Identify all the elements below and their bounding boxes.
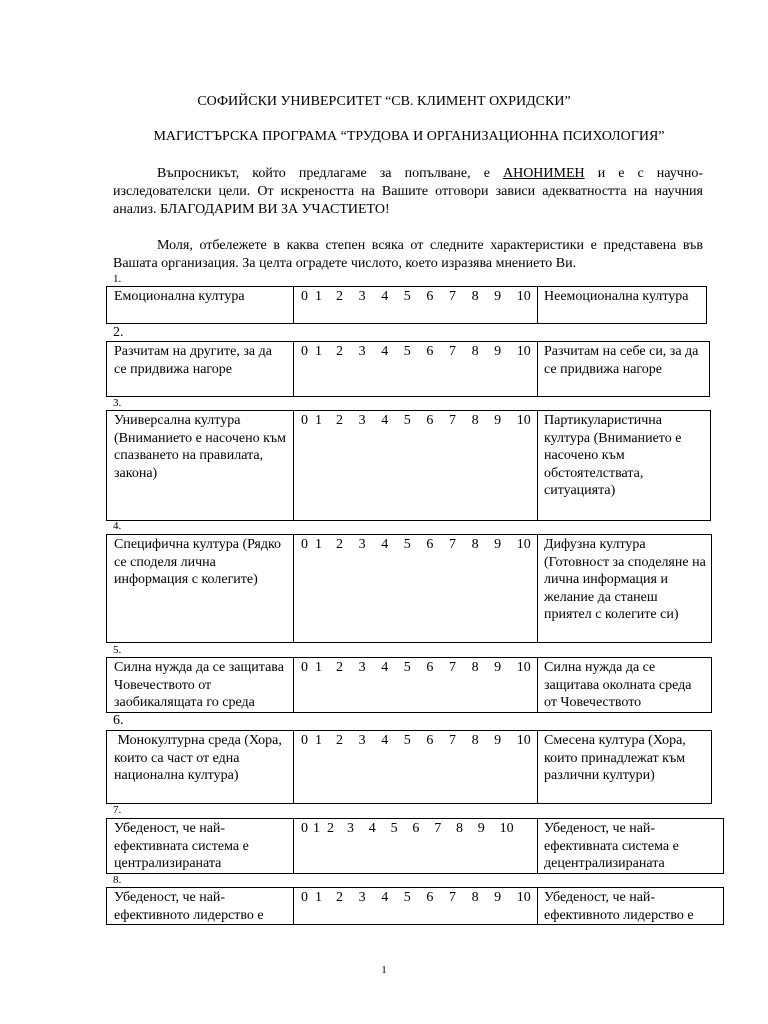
left-pole: Убеденост, че най-ефективното лидерство е [107,888,294,925]
scale-option[interactable]: 9 [477,821,485,836]
item-number: 5. [113,644,122,656]
scale-option[interactable]: 3 [358,344,366,359]
scale-option[interactable]: 2 [336,289,343,304]
scale-option[interactable]: 10 [516,413,531,428]
scale-option[interactable]: 1 [315,289,322,304]
scale-option[interactable]: 6 [426,289,434,304]
scale-option[interactable]: 8 [471,890,479,905]
scale-option[interactable]: 4 [381,733,389,748]
scale-option[interactable]: 9 [494,413,502,428]
scale-option[interactable]: 5 [403,344,411,359]
scale-option[interactable]: 4 [381,289,389,304]
page-number: 1 [381,964,387,976]
scale-option[interactable]: 1 [315,413,322,428]
scale-option[interactable]: 8 [471,733,479,748]
rating-scale[interactable] [294,535,538,643]
scale-option[interactable]: 0 [301,821,308,836]
left-pole: Специфична култура (Рядко се споделя лична информация с колегите) [107,535,294,643]
instruction-text: Моля, отбележете в каква степен всяка от следните характеристики е представена във Вашата организация. За целта оградете числото, което изразява мнението Ви. [113,238,703,271]
scale-option[interactable]: 4 [368,821,376,836]
rating-scale[interactable] [294,342,538,397]
right-pole: Убеденост, че най-ефективното лидерство е [538,888,724,925]
scale-option[interactable]: 6 [426,537,434,552]
scale-option[interactable]: 3 [358,660,366,675]
scale-option[interactable]: 1 [315,890,322,905]
scale-option[interactable]: 8 [471,289,479,304]
item-number: 3. [113,397,122,409]
intro-paragraph [113,165,703,219]
scale-option[interactable]: 10 [499,821,514,836]
scale-option[interactable]: 2 [336,890,343,905]
scale-option[interactable]: 2 [336,537,343,552]
scale-option[interactable]: 6 [426,344,434,359]
item-row-1 [106,286,707,324]
scale-option[interactable]: 9 [494,289,502,304]
item-row-2 [106,341,710,397]
program-title: МАГИСТЪРСКА ПРОГРАМА “ТРУДОВА И ОРГАНИЗАЦИОННА ПСИХОЛОГИЯ” [153,129,665,144]
scale-option[interactable]: 5 [403,289,411,304]
scale-option[interactable]: 6 [426,413,434,428]
scale-option[interactable]: 3 [358,733,366,748]
scale-option[interactable]: 8 [471,413,479,428]
scale-option[interactable]: 5 [403,537,411,552]
right-pole: Разчитам на себе си, за да се придвижа нагоре [538,342,710,397]
item-number: 8. [113,874,122,886]
scale-option[interactable]: 2 [336,413,343,428]
rating-scale[interactable] [294,287,538,324]
item-number: 4. [113,520,122,532]
scale-option[interactable]: 5 [403,890,411,905]
item-row-7 [106,818,724,874]
rating-scale[interactable] [294,819,538,874]
scale-option[interactable]: 7 [448,660,456,675]
scale-option[interactable]: 6 [412,821,420,836]
scale-option[interactable]: 4 [381,413,389,428]
scale-option[interactable]: 2 [336,660,343,675]
scale-option[interactable]: 7 [448,537,456,552]
scale-option[interactable]: 2 [336,344,343,359]
scale-option[interactable]: 7 [448,890,456,905]
scale-option[interactable]: 1 [315,733,322,748]
scale-option[interactable]: 7 [448,344,456,359]
scale-option[interactable]: 0 [301,660,308,675]
scale-option[interactable]: 5 [403,660,411,675]
scale-option[interactable]: 7 [448,733,456,748]
scale-option[interactable]: 0 [301,413,308,428]
left-pole: Силна нужда да се защитава Човечеството от заобикалящата го среда [107,658,294,713]
item-number: 7. [113,804,122,816]
scale-option[interactable]: 9 [494,890,502,905]
scale-option[interactable]: 10 [516,660,531,675]
scale-option[interactable]: 5 [403,733,411,748]
scale-option[interactable]: 10 [516,289,531,304]
scale-option[interactable]: 7 [434,821,442,836]
scale-option[interactable]: 10 [516,733,531,748]
scale-option[interactable]: 10 [516,344,531,359]
rating-scale[interactable] [294,411,538,521]
scale-option[interactable]: 1 [315,537,322,552]
scale-option[interactable]: 0 [301,537,308,552]
scale-option[interactable]: 0 [301,733,308,748]
item-number: 1. [113,273,122,285]
item-number: 2. [113,325,124,340]
item-row-3 [106,410,711,521]
rating-scale[interactable] [294,731,538,804]
rating-scale[interactable] [294,888,538,925]
left-pole: Емоционална култура [107,287,294,324]
scale-option[interactable]: 2 [336,733,343,748]
scale-option[interactable]: 10 [516,537,531,552]
item-row-4 [106,534,712,643]
scale-option[interactable]: 3 [358,890,366,905]
scale-option[interactable]: 1 [315,660,322,675]
scale-option[interactable]: 0 [301,344,308,359]
scale-option[interactable]: 4 [381,660,389,675]
left-pole: Универсална култура (Вниманието е насочено към спазването на правилата, закона) [107,411,294,521]
item-row-5 [106,657,712,713]
right-pole: Убеденост, че най-ефективната система е децентрализираната [538,819,724,874]
scale-option[interactable]: 3 [347,821,354,836]
scale-option[interactable]: 7 [448,413,456,428]
university-title: СОФИЙСКИ УНИВЕРСИТЕТ “СВ. КЛИМЕНТ ОХРИДСКИ” [197,94,571,109]
scale-option[interactable]: 5 [390,821,398,836]
item-row-6 [106,730,712,804]
item-number: 6. [113,713,124,728]
scale-option[interactable]: 9 [494,733,502,748]
scale-option[interactable]: 10 [516,890,531,905]
intro-text-end: и е с научно-изследователски цели. От искреността на Вашите отговори зависи адекватността на научния анализ. БЛАГОДАРИМ ВИ ЗА УЧАСТИЕТО! [113,166,703,217]
scale-option[interactable]: 4 [381,537,389,552]
scale-option[interactable]: 7 [448,289,456,304]
left-pole: Убеденост, че най-ефективната система е централизираната [107,819,294,874]
scale-option[interactable]: 6 [426,733,434,748]
right-pole: Дифузна култура (Готовност за споделяне на лична информация и желание да станеш приятел с колегите си) [538,535,712,643]
scale-option[interactable]: 0 [301,890,308,905]
scale-option[interactable]: 1 [313,821,320,836]
item-row-8 [106,887,724,925]
rating-scale[interactable] [294,658,538,713]
scale-option[interactable]: 3 [358,289,366,304]
right-pole: Смесена култура (Хора, които принадлежат към различни култури) [538,731,712,804]
anonymous-word: АНОНИМЕН [502,166,585,181]
scale-option[interactable]: 4 [381,890,389,905]
scale-option[interactable]: 8 [471,344,479,359]
left-pole: Разчитам на другите, за да се придвижа нагоре [107,342,294,397]
right-pole: Силна нужда да се защитава околната среда от Човечеството [538,658,712,713]
scale-option[interactable]: 1 [315,344,322,359]
scale-option[interactable]: 6 [426,890,434,905]
scale-option[interactable]: 9 [494,537,502,552]
scale-option[interactable]: 3 [358,413,366,428]
scale-option[interactable]: 6 [426,660,434,675]
intro-text-start: Въпросникът, който предлагаме за попълване, е [157,166,503,181]
scale-option[interactable]: 8 [471,660,479,675]
scale-option[interactable]: 8 [455,821,463,836]
right-pole: Неемоционална култура [538,287,707,324]
scale-option[interactable]: 0 [301,289,308,304]
scale-option[interactable]: 9 [494,660,502,675]
scale-option[interactable]: 9 [494,344,502,359]
instruction-paragraph [113,237,703,273]
scale-option[interactable]: 8 [471,537,479,552]
scale-option[interactable]: 5 [403,413,411,428]
scale-option[interactable]: 3 [358,537,366,552]
left-pole: Монокултурна среда (Хора, които са част от една национална култура) [107,731,294,804]
scale-option[interactable]: 4 [381,344,389,359]
scale-option[interactable]: 2 [327,821,334,836]
right-pole: Партикуларистична култура (Вниманието е насочено към обстоятелствата, ситуацията) [538,411,711,521]
